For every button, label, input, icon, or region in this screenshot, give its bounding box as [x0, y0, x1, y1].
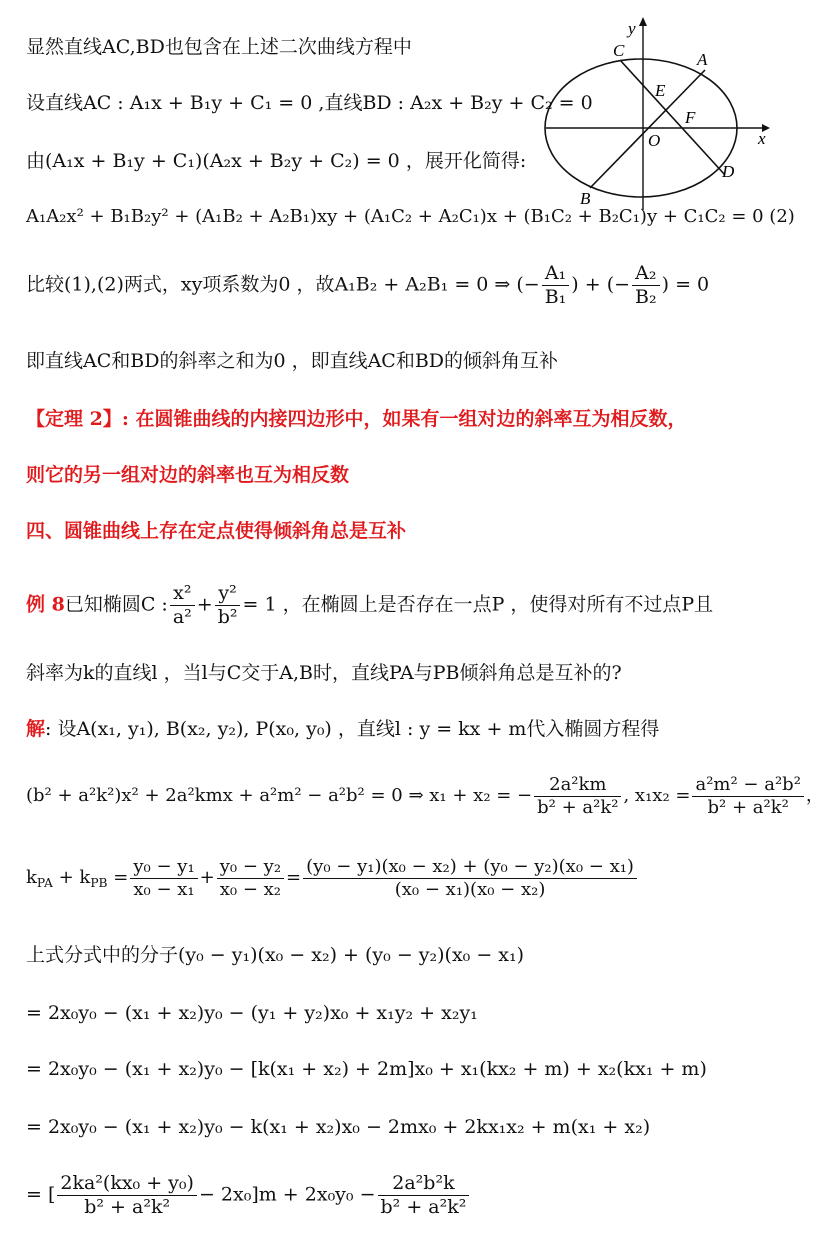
theorem-2: 【定理 2】: 在圆锥曲线的内接四边形中，如果有一组对边的斜率互为相反数， — [26, 408, 687, 430]
fraction: $\frac{\text{2a²b²k}}{\text{b² + a²k²}}$ — [378, 1172, 470, 1219]
label-D: D — [722, 162, 735, 181]
equation-line: = 2x₀y₀ − (x₁ + x₂)y₀ − [k(x₁ + x₂) + 2m]x₀ + x₁(kx₂ + m) + x₂(kx₁ + m) — [26, 1058, 707, 1080]
section-heading: 四、圆锥曲线上存在定点使得倾斜角总是互补 — [26, 520, 407, 542]
comparison-text: 比较(1),(2)两式，xy项系数为0 ，故A₁B₂ + A₂B₁ = 0 ⇒ (− — [26, 273, 540, 296]
fraction: $\frac{\text{x²}}{\text{a²}}$ — [170, 582, 195, 629]
y-axis-arrow — [639, 17, 647, 26]
chord-CD — [620, 60, 725, 175]
text-line — [26, 92, 593, 115]
label-F: F — [685, 108, 696, 127]
fraction: $\frac{\text{A₁}}{\text{B₁}}$ — [542, 262, 570, 309]
example-label: 例 8 — [26, 593, 65, 616]
equation-line: (b² + a²k²)x² + 2a²kmx + a²m² − a²b² = 0 ⇒ x₁ + x₂ = − $\frac{\text{2a²km}}{\text{b² + a²k²}}$ , x₁x₂ = $\frac{\text{a²m² − a²b²}}{\text{b² + a²k²}}$ ， — [26, 774, 824, 818]
fraction: $\frac{\text{2a²km}}{\text{b² + a²k²}}$ — [534, 774, 621, 818]
label-O: O — [648, 131, 661, 150]
text-line: 显然直线AC,BD也包含在上述二次曲线方程中 — [26, 36, 412, 58]
fraction: $\frac{\text{y₀ − y₂}}{\text{x₀ − x₂}}$ — [217, 856, 284, 900]
fraction: $\frac{\text{(y₀ − y₁)(x₀ − x₂) + (y₀ − y₂)(x₀ − x₁)}}{\text{(x₀ − x₁)(x₀ − x₂)}}$ — [303, 856, 637, 900]
line-BD-equation: 直线BD : A₂x + B₂y + C₂ = 0 — [324, 92, 593, 114]
fraction: $\frac{\text{a²m² − a²b²}}{\text{b² + a²k²}}$ — [692, 774, 803, 818]
solution-label: 解 — [26, 718, 46, 740]
label-E: E — [655, 81, 666, 100]
text-line: 比较(1),(2)两式，xy项系数为0 ，故A₁B₂ + A₂B₁ = 0 ⇒ (− $\frac{\text{A₁}}{\text{B₁}}$ ) + (− $\frac{\text{A₂}}{\text{B₂}}$ ) = 0 — [26, 262, 710, 308]
text-line: 由(A₁x + B₁y + C₁)(A₂x + B₂y + C₂) = 0 ，展开化简得: — [26, 150, 527, 172]
solution: 解: 设A(x₁, y₁), B(x₂, y₂), P(x₀, y₀) ，直线l : y = kx + m代入椭圆方程得 — [26, 718, 660, 740]
equation-line: = 2x₀y₀ − (x₁ + x₂)y₀ − k(x₁ + x₂)x₀ − 2mx₀ + 2kx₁x₂ + m(x₁ + x₂) — [26, 1116, 651, 1138]
line-AC-equation: 设直线AC : A₁x + B₁y + C₁ = 0 , — [26, 92, 325, 114]
fraction: $\frac{\text{A₂}}{\text{B₂}}$ — [632, 262, 660, 309]
fraction: $\frac{\text{y₀ − y₁}}{\text{x₀ − x₁}}$ — [130, 856, 197, 900]
example-8: 例 8已知椭圆C : $\frac{\text{x²}}{\text{a²}}$ + $\frac{\text{y²}}{\text{b²}}$ = 1 ，在椭圆上是否存在一点P ，使得对所有不过点P且 — [26, 582, 714, 628]
label-B: B — [580, 189, 591, 208]
equation-2: A₁A₂x² + B₁B₂y² + (A₁B₂ + A₂B₁)xy + (A₁C₂ + A₂C₁)x + (B₁C₂ + B₂C₁)y + C₁C₂ = 0 (2) — [26, 206, 795, 227]
label-A: A — [697, 50, 708, 69]
equation-line: = 2x₀y₀ − (x₁ + x₂)y₀ − (y₁ + y₂)x₀ + x₁y₂ + x₂y₁ — [26, 1002, 478, 1024]
fraction: $\frac{\text{2ka²(kx₀ + y₀)}}{\text{b² + a²k²}}$ — [57, 1172, 197, 1219]
label-C: C — [613, 41, 625, 60]
label-y: y — [628, 19, 636, 38]
label-x: x — [758, 129, 766, 148]
equation-line: $k_{PA} + k_{PB}$ = $\frac{\text{y₀ − y₁}}{\text{x₀ − x₁}}$ + $\frac{\text{y₀ − y₂}}{\text{x₀ − x₂}}$ = $\frac{\text{(y₀ − y₁)(x₀ − x₂) + (y₀ − y₂)(x₀ − x₁)}}{\text{(x₀ − x₁)(x₀ − x₂)}}$ — [26, 856, 639, 900]
chord-AB — [590, 70, 705, 188]
text-line: 上式分式中的分子(y₀ − y₁)(x₀ − x₂) + (y₀ − y₂)(x₀ − x₁) — [26, 944, 525, 966]
text-line: 斜率为k的直线l ，当l与C交于A,B时，直线PA与PB倾斜角总是互补的? — [26, 662, 622, 684]
text-line: 即直线AC和BD的斜率之和为0 ，即直线AC和BD的倾斜角互补 — [26, 350, 559, 372]
fraction: $\frac{\text{y²}}{\text{b²}}$ — [215, 582, 241, 629]
equation-line: = [ $\frac{\text{2ka²(kx₀ + y₀)}}{\text{b² + a²k²}}$ − 2x₀]m + 2x₀y₀ − $\frac{\text{2a²b²k}}{\text{b² + a²k²}}$ — [26, 1172, 471, 1219]
theorem-2-continued: 则它的另一组对边的斜率也互为相反数 — [26, 464, 350, 486]
